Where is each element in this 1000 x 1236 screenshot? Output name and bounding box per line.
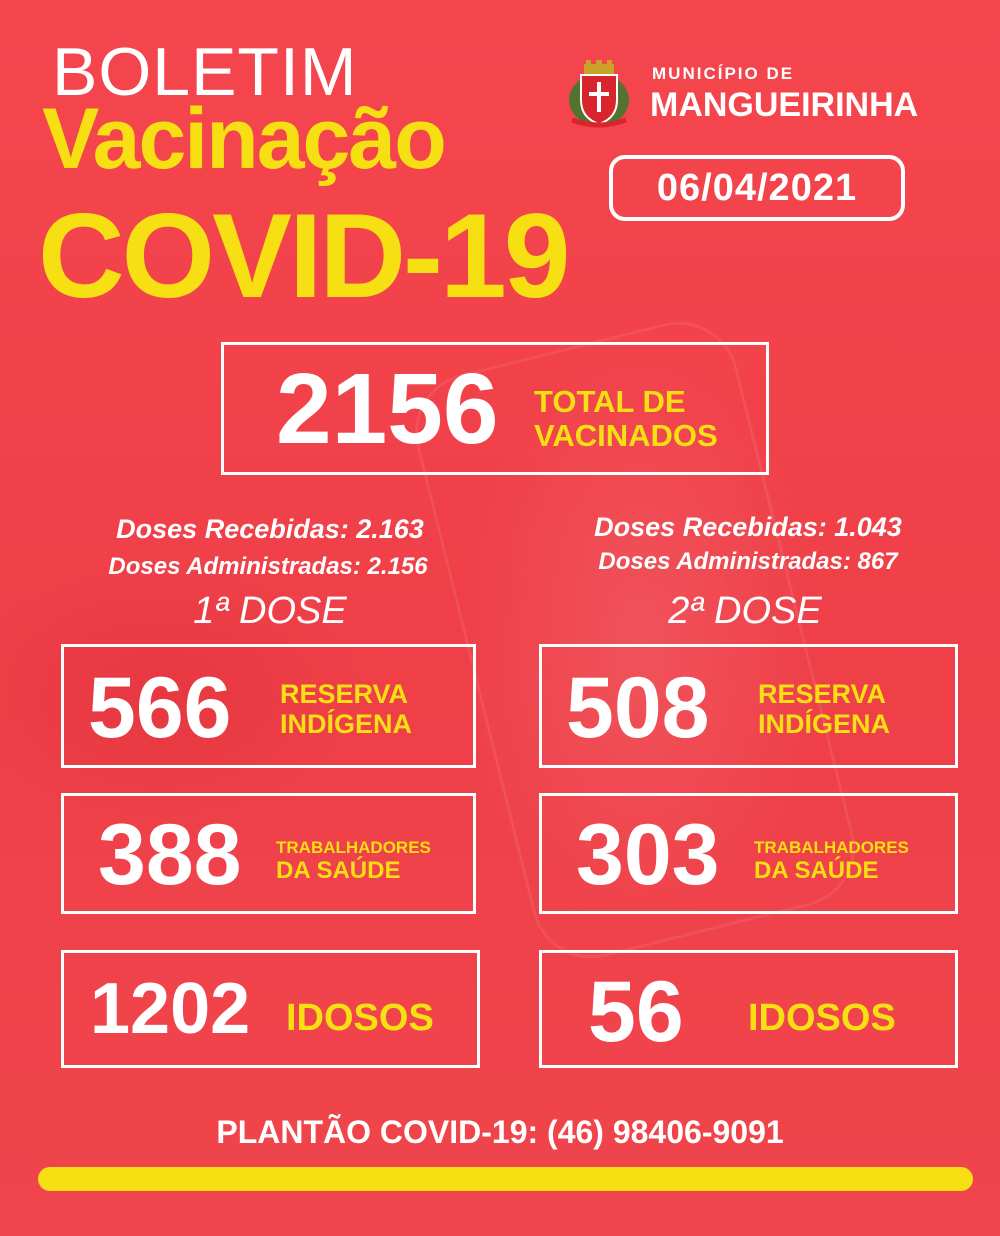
dose2-administered: Doses Administradas: 867 [598, 548, 898, 575]
dose2-reserva-box [539, 644, 958, 768]
municipal-crest-icon [566, 60, 632, 128]
dose2-saude-label-line2: DA SAÚDE [754, 857, 879, 884]
total-label-line1: TOTAL DE [534, 384, 686, 419]
total-vaccinated-value: 2156 [276, 353, 499, 465]
dose1-reserva-value: 566 [88, 660, 232, 756]
date-badge [609, 155, 905, 221]
municipio-name: MANGUEIRINHA [650, 86, 919, 124]
total-vaccinated-box [221, 342, 769, 475]
dose1-saude-label-line1: TRABALHADORES [276, 838, 431, 857]
total-label-line2: VACINADOS [534, 418, 718, 454]
dose1-saude-value: 388 [98, 807, 242, 903]
title-boletim: BOLETIM [52, 34, 358, 110]
dose1-reserva-line1: RESERVA [280, 679, 409, 709]
date-text: 06/04/2021 [656, 166, 858, 209]
footer-bar [38, 1167, 973, 1191]
title-covid: COVID-19 [38, 189, 568, 323]
dose2-reserva-value: 508 [566, 660, 710, 756]
dose1-saude-label-line2: DA SAÚDE [276, 857, 401, 884]
dose2-idosos-box [539, 950, 958, 1068]
dose2-title: 2ª DOSE [668, 590, 822, 632]
dose2-saude-value: 303 [576, 807, 720, 903]
dose1-idosos-label: IDOSOS [286, 997, 434, 1039]
dose2-saude-label-line1: TRABALHADORES [754, 838, 909, 857]
total-vaccinated-label [534, 385, 718, 453]
dose2-received: Doses Recebidas: 1.043 [594, 512, 902, 542]
dose1-reserva-box [61, 644, 476, 768]
dose1-title: 1ª DOSE [193, 590, 347, 632]
dose2-idosos-value: 56 [588, 964, 684, 1060]
dose2-saude-box [539, 793, 958, 914]
dose2-reserva-line2: INDÍGENA [758, 709, 891, 740]
dose1-reserva-line2: INDÍGENA [280, 709, 413, 740]
plantao-phone: PLANTÃO COVID-19: (46) 98406-9091 [216, 1114, 784, 1150]
municipio-prefix: MUNICÍPIO DE [652, 64, 795, 83]
dose1-saude-box [61, 793, 476, 914]
dose1-received: Doses Recebidas: 2.163 [116, 514, 424, 544]
dose1-idosos-value: 1202 [90, 969, 251, 1049]
dose2-reserva-line1: RESERVA [758, 679, 887, 709]
title-vacinacao: Vacinação [42, 91, 445, 187]
dose1-reserva-label [280, 679, 412, 739]
dose1-idosos-box [61, 950, 480, 1068]
dose2-idosos-label: IDOSOS [748, 997, 896, 1039]
dose1-administered: Doses Administradas: 2.156 [108, 553, 428, 580]
dose2-reserva-label [758, 679, 890, 739]
